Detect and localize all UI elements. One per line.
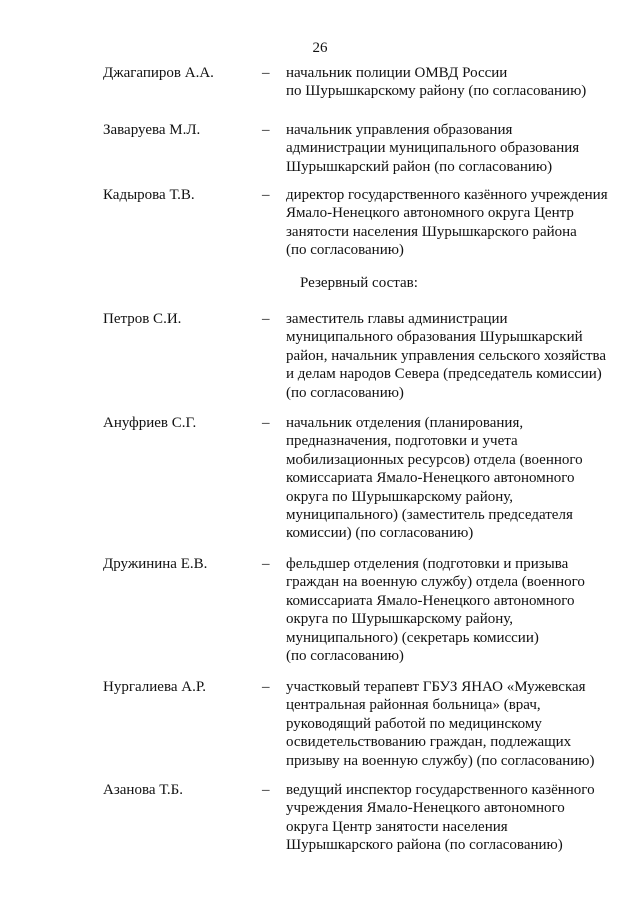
page-number: 26	[312, 40, 328, 56]
member-position	[286, 781, 616, 855]
position-line: предназначения, подготовки и учета	[286, 433, 518, 450]
member-dash: –	[262, 122, 270, 138]
position-line: по Шурышкарскому району (по согласованию)	[286, 83, 587, 100]
position-line: округа по Шурышкарскому району,	[286, 488, 514, 505]
position-line: занятости населения Шурышкарского района	[286, 223, 577, 240]
reserve-heading: Резервный состав:	[300, 275, 418, 291]
position-line: (по согласованию)	[286, 384, 404, 401]
position-line: (по согласованию)	[286, 648, 404, 665]
member-dash: –	[262, 782, 270, 798]
member-position	[286, 414, 616, 543]
member-position	[286, 310, 616, 402]
position-line: учреждения Ямало-Ненецкого автономного	[286, 800, 565, 817]
position-line: мобилизационных ресурсов) отдела (военного	[286, 451, 583, 468]
member-name: Ануфриев С.Г.	[103, 415, 197, 431]
position-line: комиссариата Ямало-Ненецкого автономного	[286, 592, 575, 609]
position-line: округа Центр занятости населения	[286, 818, 508, 835]
member-dash: –	[262, 415, 270, 431]
position-line: ведущий инспектор государственного казённого	[286, 782, 595, 798]
position-line: участковый терапевт ГБУЗ ЯНАО «Мужевская	[286, 679, 586, 695]
member-position	[286, 64, 616, 101]
member-position	[286, 121, 616, 176]
position-line: руководящий работой по медицинскому	[286, 715, 542, 732]
position-line: центральная районная больница» (врач,	[286, 697, 541, 714]
member-name: Джагапиров А.А.	[103, 65, 214, 81]
member-name: Нургалиева А.Р.	[103, 679, 207, 695]
position-line: освидетельствованию граждан, подлежащих	[286, 734, 572, 751]
position-line: начальник отделения (планирования,	[286, 415, 524, 431]
position-line: Ямало-Ненецкого автономного округа Центр	[286, 205, 574, 222]
position-line: директор государственного казённого учреждения	[286, 187, 608, 203]
member-name: Дружинина Е.В.	[103, 556, 208, 572]
position-line: администрации муниципального образования	[286, 140, 580, 157]
member-name: Кадырова Т.В.	[103, 187, 195, 203]
position-line: Шурышкарского района (по согласованию)	[286, 837, 563, 854]
position-line: (по согласованию)	[286, 242, 404, 259]
member-name: Заваруева М.Л.	[103, 122, 201, 138]
member-position	[286, 186, 616, 260]
position-line: муниципального образования Шурышкарский	[286, 329, 583, 346]
position-line: муниципального) (секретарь комиссии)	[286, 629, 539, 646]
member-name: Петров С.И.	[103, 311, 182, 327]
position-line: комиссии) (по согласованию)	[286, 525, 474, 542]
position-line: фельдшер отделения (подготовки и призыва	[286, 556, 569, 572]
position-line: муниципального) (заместитель председателя	[286, 507, 573, 524]
position-line: комиссариата Ямало-Ненецкого автономного	[286, 470, 575, 487]
member-dash: –	[262, 65, 270, 81]
position-line: округа по Шурышкарскому району,	[286, 611, 514, 628]
member-dash: –	[262, 187, 270, 203]
position-line: и делам народов Севера (председатель комиссии)	[286, 366, 602, 383]
position-line: призыву на военную службу) (по согласованию)	[286, 752, 595, 769]
member-dash: –	[262, 556, 270, 572]
position-line: Шурышкарский район (по согласованию)	[286, 158, 553, 175]
position-line: начальник управления образования	[286, 122, 513, 138]
position-line: граждан на военную службу) отдела (военного	[286, 574, 585, 591]
member-dash: –	[262, 311, 270, 327]
member-dash: –	[262, 679, 270, 695]
position-line: район, начальник управления сельского хозяйства	[286, 347, 607, 364]
position-line: начальник полиции ОМВД России	[286, 65, 508, 81]
member-name: Азанова Т.Б.	[103, 782, 184, 798]
position-line: заместитель главы администрации	[286, 311, 508, 327]
member-position	[286, 678, 616, 770]
member-position	[286, 555, 616, 665]
